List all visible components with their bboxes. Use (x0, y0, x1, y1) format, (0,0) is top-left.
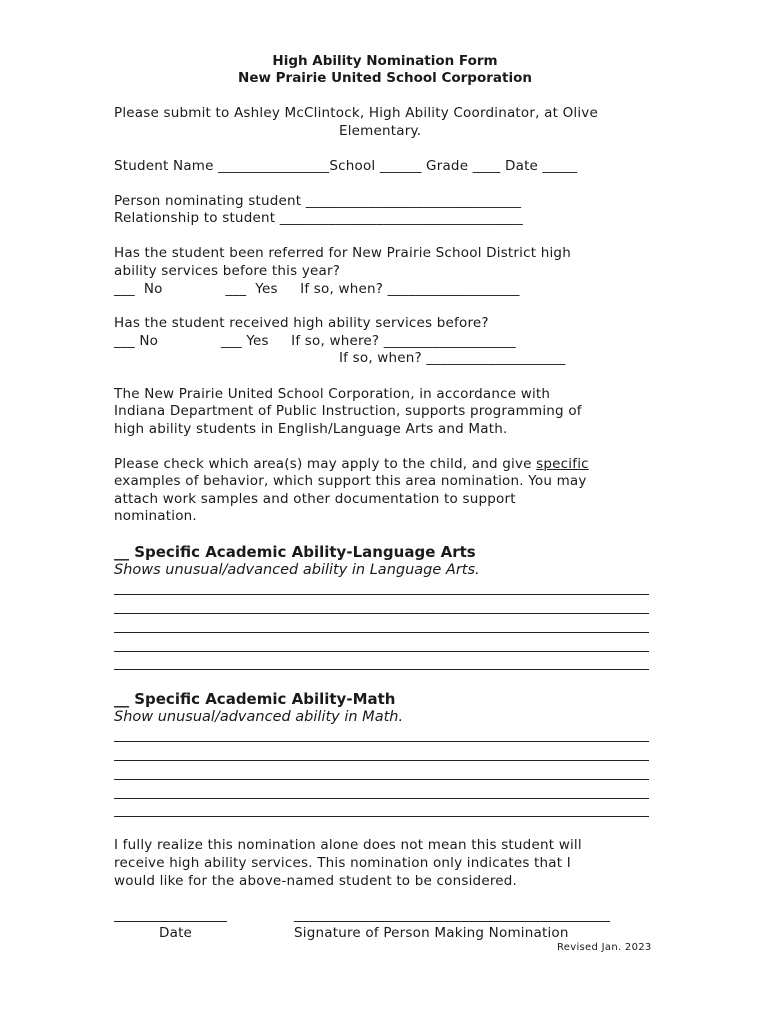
language-arts-answer-line (114, 613, 649, 614)
check-instructions-text: Please check which area(s) may apply to the child, and give (114, 456, 537, 472)
referred-question-line1: Has the student been referred for New Prairie School District high (114, 245, 571, 261)
received-when: If so, when? ____________________ (339, 350, 566, 366)
statement-line2: receive high ability services. This nomination only indicates that I (114, 855, 571, 871)
math-description: Show unusual/advanced ability in Math. (114, 709, 404, 725)
policy-line1: The New Prairie United School Corporation, in accordance with (114, 386, 551, 402)
referred-question-line2: ability services before this year? (114, 263, 341, 279)
math-answer-line (114, 741, 649, 742)
language-arts-answer-line (114, 594, 649, 595)
received-question: Has the student received high ability services before? (114, 315, 489, 331)
form-subtitle: New Prairie United School Corporation (238, 70, 532, 86)
policy-line3: high ability students in English/Language Arts and Math. (114, 421, 508, 437)
check-instructions-line4: nomination. (114, 508, 197, 524)
form-title: High Ability Nomination Form (272, 53, 498, 69)
received-options: ___ No ___ Yes If so, where? ___________________ (114, 333, 516, 349)
math-answer-line (114, 798, 649, 799)
signature-label: Signature of Person Making Nomination (294, 925, 569, 941)
statement-line1: I fully realize this nomination alone does not mean this student will (114, 837, 582, 853)
student-info-line: Student Name ________________School ______ Grade ____ Date _____ (114, 158, 578, 174)
statement-line3: would like for the above-named student to be considered. (114, 873, 518, 889)
math-heading: __ Specific Academic Ability-Math (114, 690, 396, 708)
specific-underlined: specific (536, 456, 589, 472)
date-label: Date (159, 925, 193, 941)
check-instructions-line3: attach work samples and other documentation to support (114, 491, 516, 507)
language-arts-description: Shows unusual/advanced ability in Language Arts. (114, 562, 480, 578)
language-arts-answer-line (114, 669, 649, 670)
math-answer-line (114, 760, 649, 761)
policy-line2: Indiana Department of Public Instruction, supports programming of (114, 403, 582, 419)
relationship-line: Relationship to student ___________________________________ (114, 210, 523, 226)
check-instructions-line1 (114, 456, 589, 472)
math-answer-line (114, 816, 649, 817)
signature-line (294, 921, 610, 922)
submit-instructions-line1: Please submit to Ashley McClintock, High Ability Coordinator, at Olive (114, 105, 599, 121)
math-answer-line (114, 779, 649, 780)
nominator-line: Person nominating student _______________________________ (114, 193, 522, 209)
language-arts-heading: __ Specific Academic Ability-Language Arts (114, 543, 476, 561)
referred-options: ___ No ___ Yes If so, when? ___________________ (114, 281, 520, 297)
language-arts-answer-line (114, 651, 649, 652)
check-instructions-line2: examples of behavior, which support this area nomination. You may (114, 473, 587, 489)
submit-instructions-line2: Elementary. (339, 123, 422, 139)
revision-note: Revised Jan. 2023 (557, 942, 652, 953)
date-signature-line (114, 921, 227, 922)
language-arts-answer-line (114, 632, 649, 633)
